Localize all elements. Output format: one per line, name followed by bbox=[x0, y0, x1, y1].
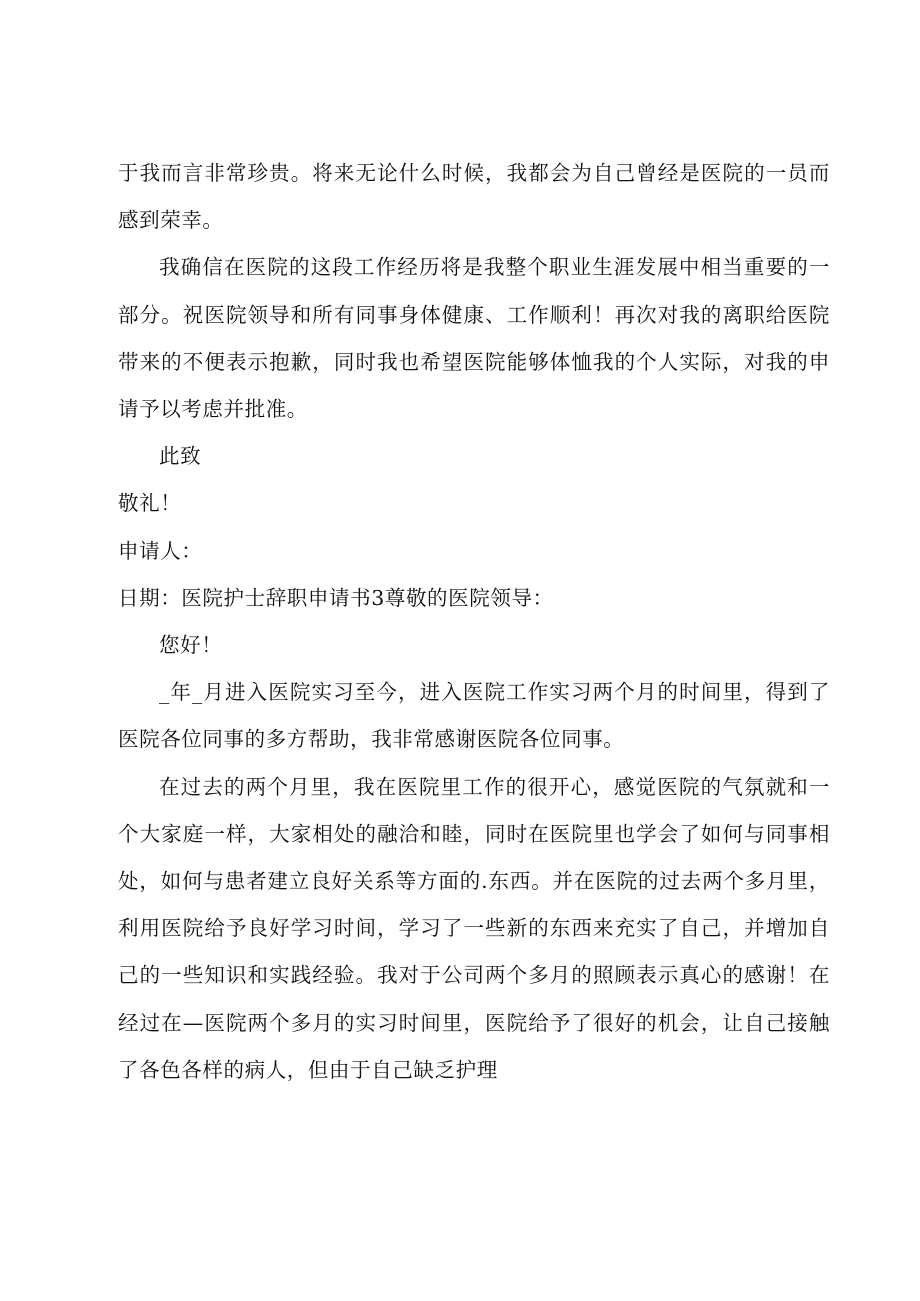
paragraph-continuation: 于我而言非常珍贵。将来无论什么时候，我都会为自己曾经是医院的一员而感到荣幸。 bbox=[118, 161, 830, 233]
paragraph-experience: 在过去的两个月里，我在医院里工作的很开心，感觉医院的气氛就和一个大家庭一样，大家相处的融洽和睦，同时在医院里也学会了如何与同事相处，如何与患者建立良好关系等方面的.东西。并在医院的过去两个多月里，利用医院给予良好学习时间，学习了一些新的东西来充实了自己，并增加自己的一些知识和实践经验。我对于公司两个多月的照顾表示真心的感谢！在经过在—医院两个多月的实习时间里，医院给予了很好的机会，让自己接触了各色各样的病人，但由于自己缺乏护理 bbox=[118, 774, 830, 1082]
greeting-line: 您好！ bbox=[159, 633, 223, 658]
salutation-jing-li: 敬礼！ bbox=[118, 491, 182, 516]
document-body bbox=[118, 150, 830, 1094]
paragraph-closing-thoughts: 我确信在医院的这段工作经历将是我整个职业生涯发展中相当重要的一部分。祝医院领导和所有同事身体健康、工作顺利！再次对我的离职给医院带来的不便表示抱歉，同时我也希望医院能够体恤我的个人实际，对我的申请予以考虑并批准。 bbox=[118, 255, 830, 422]
salutation-ci-zhi: 此致 bbox=[159, 444, 202, 469]
applicant-line: 申请人： bbox=[118, 538, 203, 563]
date-and-heading-line: 日期：医院护士辞职申请书3尊敬的医院领导： bbox=[118, 585, 554, 610]
paragraph-intro: _年_月进入医院实习至今，进入医院工作实习两个月的时间里，得到了医院各位同事的多方帮助，我非常感谢医院各位同事。 bbox=[118, 680, 830, 752]
